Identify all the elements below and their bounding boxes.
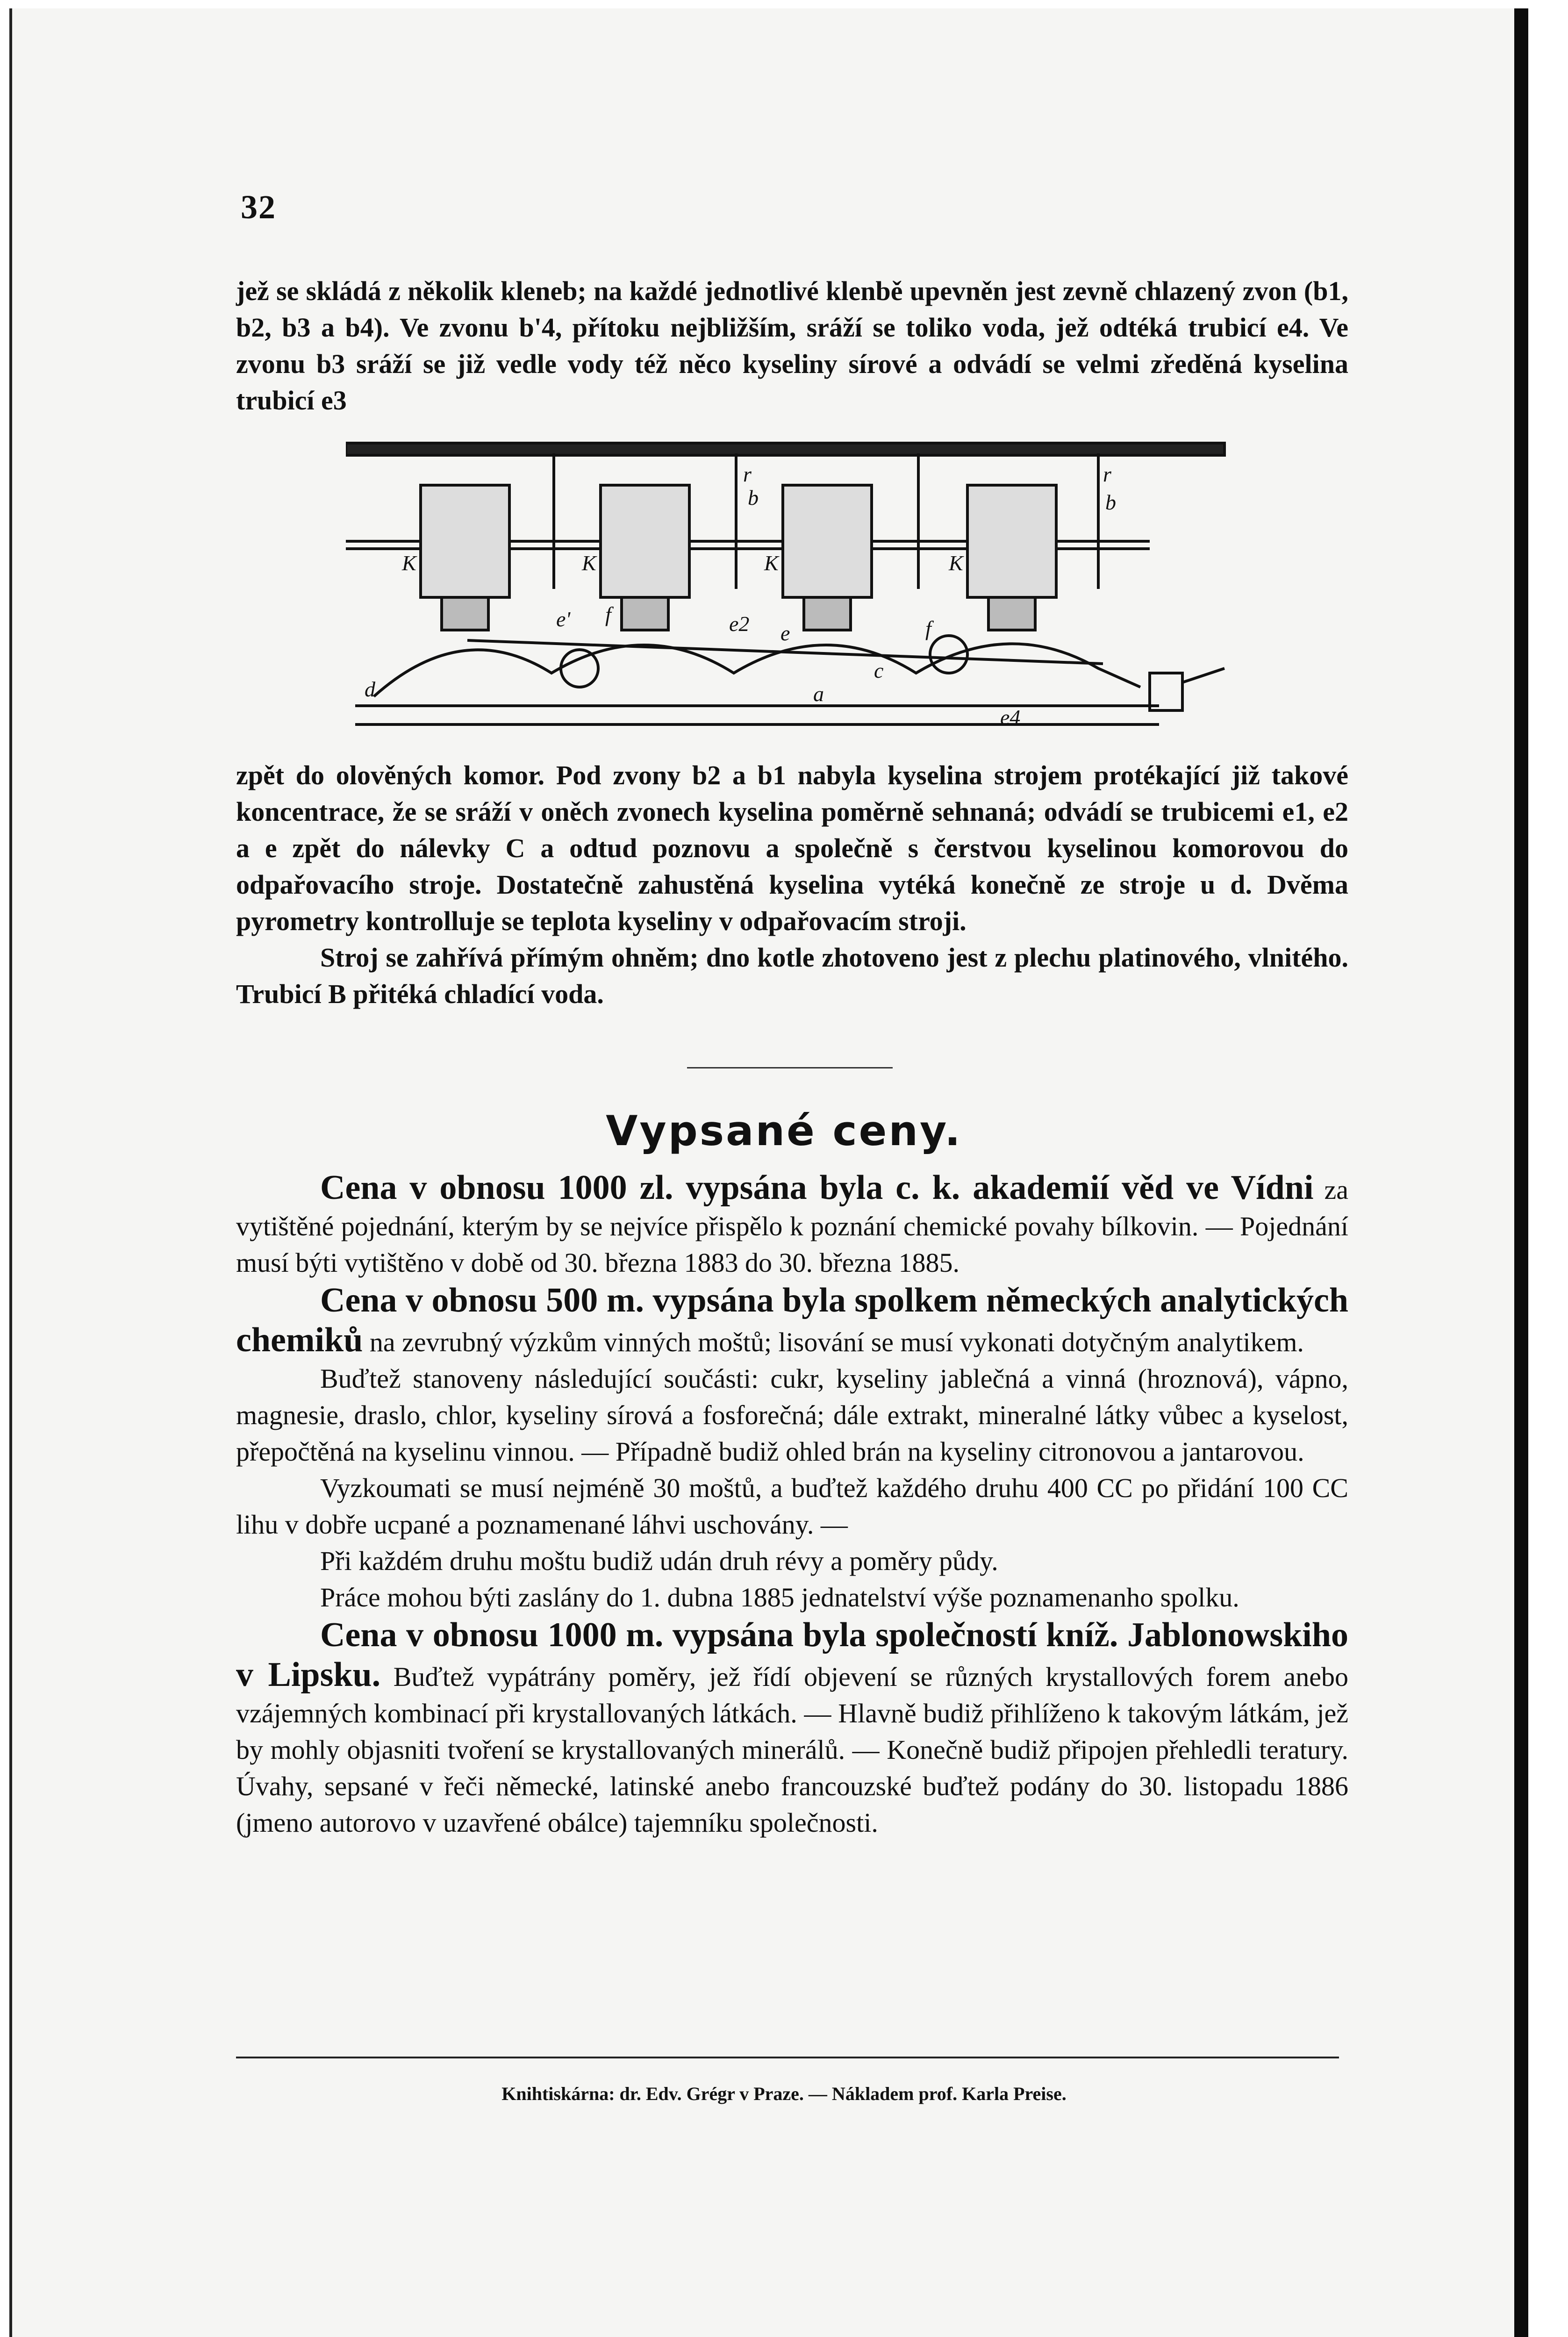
figure-label-k1: K (402, 551, 416, 575)
intro-paragraph (236, 273, 1348, 419)
footer-imprint: Knihtiskárna: dr. Edv. Grégr v Praze. — Nákladem prof. Karla Preise. (501, 2083, 1067, 2104)
footer-divider (236, 2057, 1339, 2058)
figure-label-e2: e2 (729, 612, 750, 636)
prize-2-heading: Cena v obnosu 500 m. vypsána byla spolkem německých analytických chemiků (236, 1281, 1348, 1359)
page-number: 32 (241, 188, 276, 226)
intro-text: jež se skládá z několik kleneb; na každé jednotlivé klenbě upevněn jest zevně chlazený zvon (b1, b2, b3 a b4). Ve zvonu b'4, přítoku nejbližším, sráží se toliko voda, jež odtéká trubicí e4. Ve zvonu b3 sráží se již vedle vody též něco kyseliny sírové a odvádí se velmi zředěná kyselina trubicí e3 (236, 276, 1348, 416)
figure-label-k2: K (582, 551, 596, 575)
description-block (236, 757, 1348, 1012)
figure-label-f1: f (605, 602, 611, 626)
figure-label-c: c (874, 659, 884, 682)
prize-2-paragraph-4: Při každém druhu moštu budiž udán druh révy a poměry půdy. (320, 1546, 998, 1576)
figure-label-f2: f (925, 617, 931, 640)
figure-label-e4: e4 (1000, 705, 1021, 729)
figure-label-r2: r (1103, 462, 1111, 486)
figure-label-d: d (365, 677, 375, 701)
prize-1-text: za vytištěné pojednání, kterým by se nejvíce přispělo k poznání chemické povahy bílkovin. — Pojednání musí býti vytištěno v době od 30. března 1883 do 30. března 1885. (236, 1175, 1348, 1278)
section-divider (687, 1067, 893, 1068)
prize-3-text: Buďtež vypátrány poměry, jež řídí objevení se různých krystallových forem anebo vzájemných kombinací při krystallovaných látkách. — Hlavně budiž přihlíženo k takovým látkám, jež by mohly objasniti tvoření se krystallovaných minerálů. — Konečně budiž připojen přehledli teratury. Úvahy, sepsané v řeči německé, latinské anebo francouzské buďtež podány do 30. listopadu 1886 (jmeno autorovo v uzavřené obálce) tajemníku společnosti. (236, 1662, 1349, 1838)
figure-label-b-left-top: b (748, 486, 759, 509)
description-paragraph-1: zpět do olověných komor. Pod zvony b2 a b1 nabyla kyselina strojem protékající již takové koncentrace, že se sráží v oněch zvonech kyselina poměrně sehnaná; odvádí se trubicemi e1, e2 a e zpět do nálevky C a odtud poznovu a společně s čerstvou kyselinou komorovou do odpařovacího stroje. Dostatečně zahustěná kyselina vytéká konečně ze stroje u d. Dvěma pyrometry kontrolluje se teplota kyseliny v odpařovacím stroji. (236, 760, 1348, 936)
concentration-apparatus-figure (346, 435, 1262, 743)
prize-2 (236, 1281, 1348, 1361)
prize-2-paragraph-2: Buďtež stanoveny následující součásti: cukr, kyseliny jablečná a vinná (hroznová), vápno, magnesie, draslo, chlor, kyseliny sírová a fosforečná; dále extrakt, mineralné látky vůbec a kyselost, přepočtěná na kyselinu vinnou. — Případně budiž ohled brán na kyseliny citronovou a jantarovou. (236, 1363, 1348, 1467)
prize-2-text: na zevrubný výzkům vinných moštů; lisování se musí vykonati dotyčným analytikem. (369, 1327, 1304, 1357)
description-paragraph-2: Stroj se zahřívá přímým ohněm; dno kotle zhotoveno jest z plechu platinového, vlnitého. Trubicí B přitéká chladící voda. (236, 942, 1348, 1009)
section-heading: Vypsané ceny. (606, 1107, 962, 1155)
prizes-block (236, 1168, 1348, 1841)
figure-label-r1: r (743, 462, 752, 486)
figure-label-e: e (780, 621, 790, 645)
figure-label-k4: K (949, 551, 963, 575)
prize-1-heading: Cena v obnosu 1000 zl. vypsána byla c. k. akademií věd ve Vídni (320, 1168, 1314, 1207)
figure-label-e-prime: e' (556, 607, 571, 631)
prize-1 (236, 1168, 1348, 1281)
prize-2-paragraph-3: Vyzkoumati se musí nejméně 30 moštů, a buďtež každého druhu 400 CC po přidání 100 CC lihu v dobře ucpané a poznamenané láhvi uschovány. — (236, 1473, 1348, 1540)
figure-label-b-top: b (1105, 490, 1116, 514)
prize-2-paragraph-5: Práce mohou býti zaslány do 1. dubna 1885 jednatelství výše poznamenanho spolku. (320, 1582, 1239, 1613)
figure-label-k3: K (764, 551, 779, 575)
prize-3-heading: Cena v obnosu 1000 m. vypsána byla společností kníž. Jablonowskiho v Lipsku. (236, 1616, 1348, 1694)
figure-label-a: a (813, 682, 824, 706)
prize-3 (236, 1616, 1348, 1841)
